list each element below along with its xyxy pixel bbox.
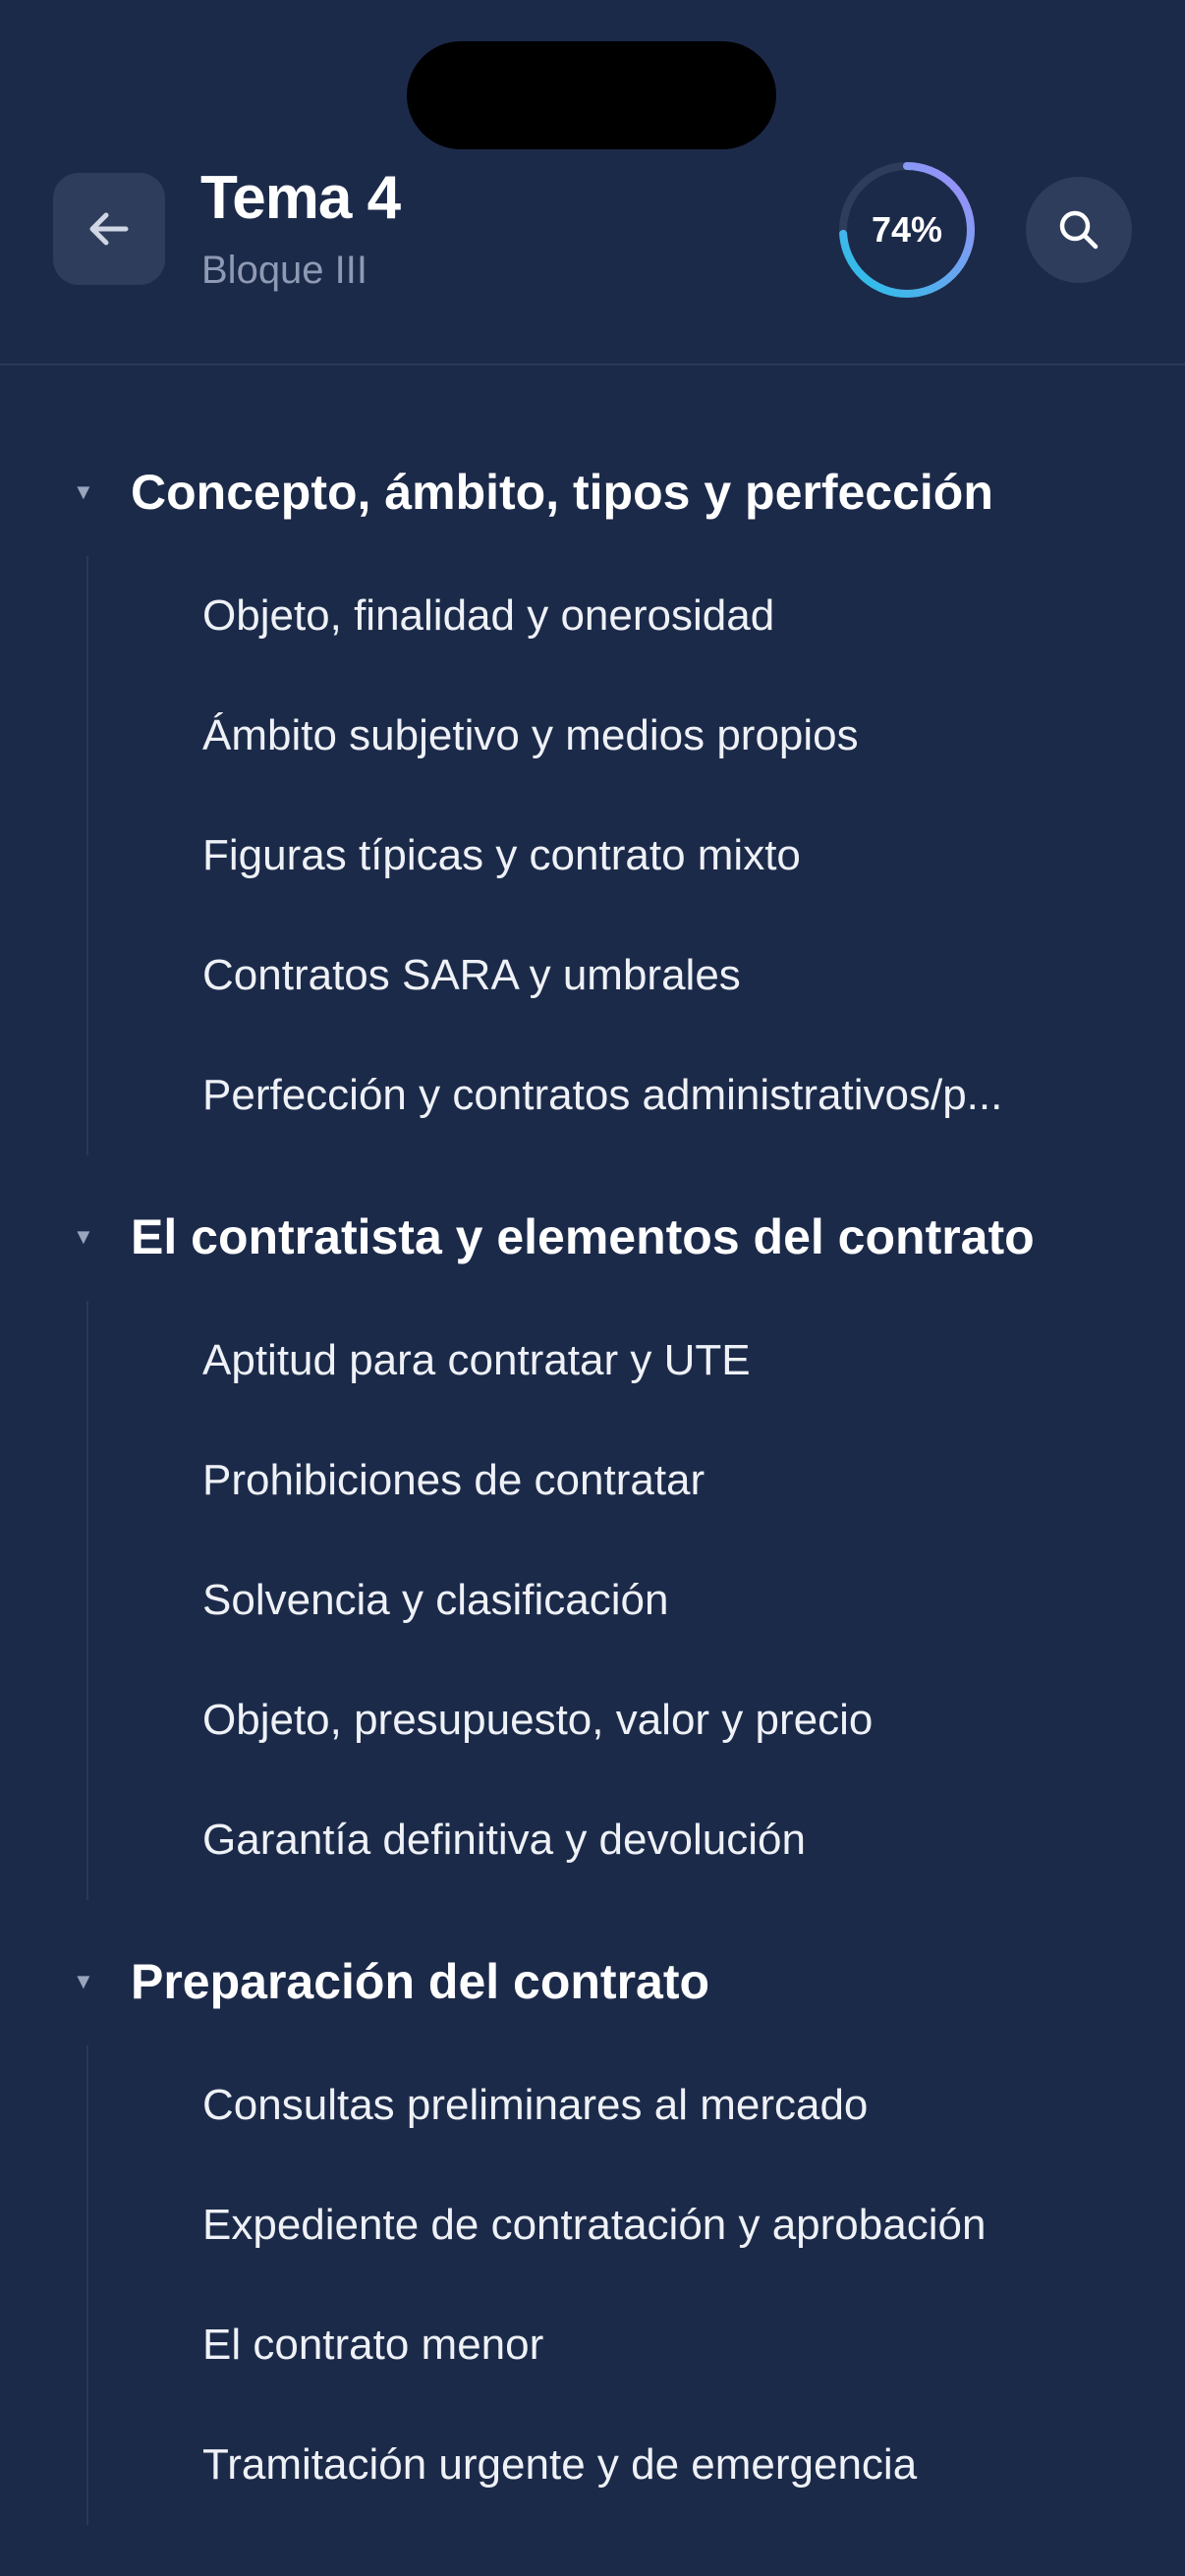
header bbox=[0, 0, 1185, 365]
list-item[interactable]: Expediente de contratación y aprobación bbox=[202, 2201, 987, 2249]
list-item[interactable]: El contrato menor bbox=[202, 2321, 544, 2369]
back-button[interactable] bbox=[53, 173, 165, 285]
caret-down-icon: ▼ bbox=[73, 1969, 94, 1993]
progress-ring bbox=[836, 159, 978, 301]
section-items bbox=[86, 1301, 1185, 1900]
arrow-left-icon bbox=[83, 202, 136, 255]
caret-down-icon: ▼ bbox=[73, 479, 94, 504]
topic-list bbox=[0, 365, 1185, 2525]
section-header[interactable] bbox=[0, 428, 1185, 556]
list-item[interactable]: Tramitación urgente y de emergencia bbox=[202, 2440, 918, 2489]
list-item[interactable]: Solvencia y clasificación bbox=[202, 1576, 669, 1624]
section-title: El contratista y elementos del contrato bbox=[131, 1209, 1035, 1264]
section-items bbox=[86, 556, 1185, 1155]
section-title: Concepto, ámbito, tipos y perfección bbox=[131, 465, 993, 520]
list-item[interactable]: Perfección y contratos administrativos/p... bbox=[202, 1071, 1003, 1119]
section-title: Preparación del contrato bbox=[131, 1954, 710, 2009]
list-item[interactable]: Garantía definitiva y devolución bbox=[202, 1816, 806, 1864]
page-subtitle: Bloque III bbox=[201, 249, 368, 292]
section-header[interactable] bbox=[0, 1918, 1185, 2045]
list-item[interactable]: Aptitud para contratar y UTE bbox=[202, 1336, 751, 1384]
list-item[interactable]: Figuras típicas y contrato mixto bbox=[202, 831, 801, 879]
list-item[interactable]: Consultas preliminares al mercado bbox=[202, 2081, 869, 2129]
section-header[interactable] bbox=[0, 1173, 1185, 1301]
list-item[interactable]: Prohibiciones de contratar bbox=[202, 1456, 705, 1504]
section-concepto bbox=[0, 428, 1185, 1155]
list-item[interactable]: Contratos SARA y umbrales bbox=[202, 951, 741, 999]
caret-down-icon: ▼ bbox=[73, 1224, 94, 1249]
section-items bbox=[86, 2045, 1185, 2525]
search-button[interactable] bbox=[1026, 177, 1132, 283]
progress-percent: 74% bbox=[871, 209, 943, 250]
list-item[interactable]: Ámbito subjetivo y medios propios bbox=[202, 711, 859, 759]
page-title: Tema 4 bbox=[200, 164, 401, 232]
section-contratista bbox=[0, 1173, 1185, 1900]
search-icon bbox=[1056, 207, 1101, 252]
list-item[interactable]: Objeto, presupuesto, valor y precio bbox=[202, 1696, 874, 1744]
list-item[interactable]: Objeto, finalidad y onerosidad bbox=[202, 591, 775, 640]
section-preparacion bbox=[0, 1918, 1185, 2525]
